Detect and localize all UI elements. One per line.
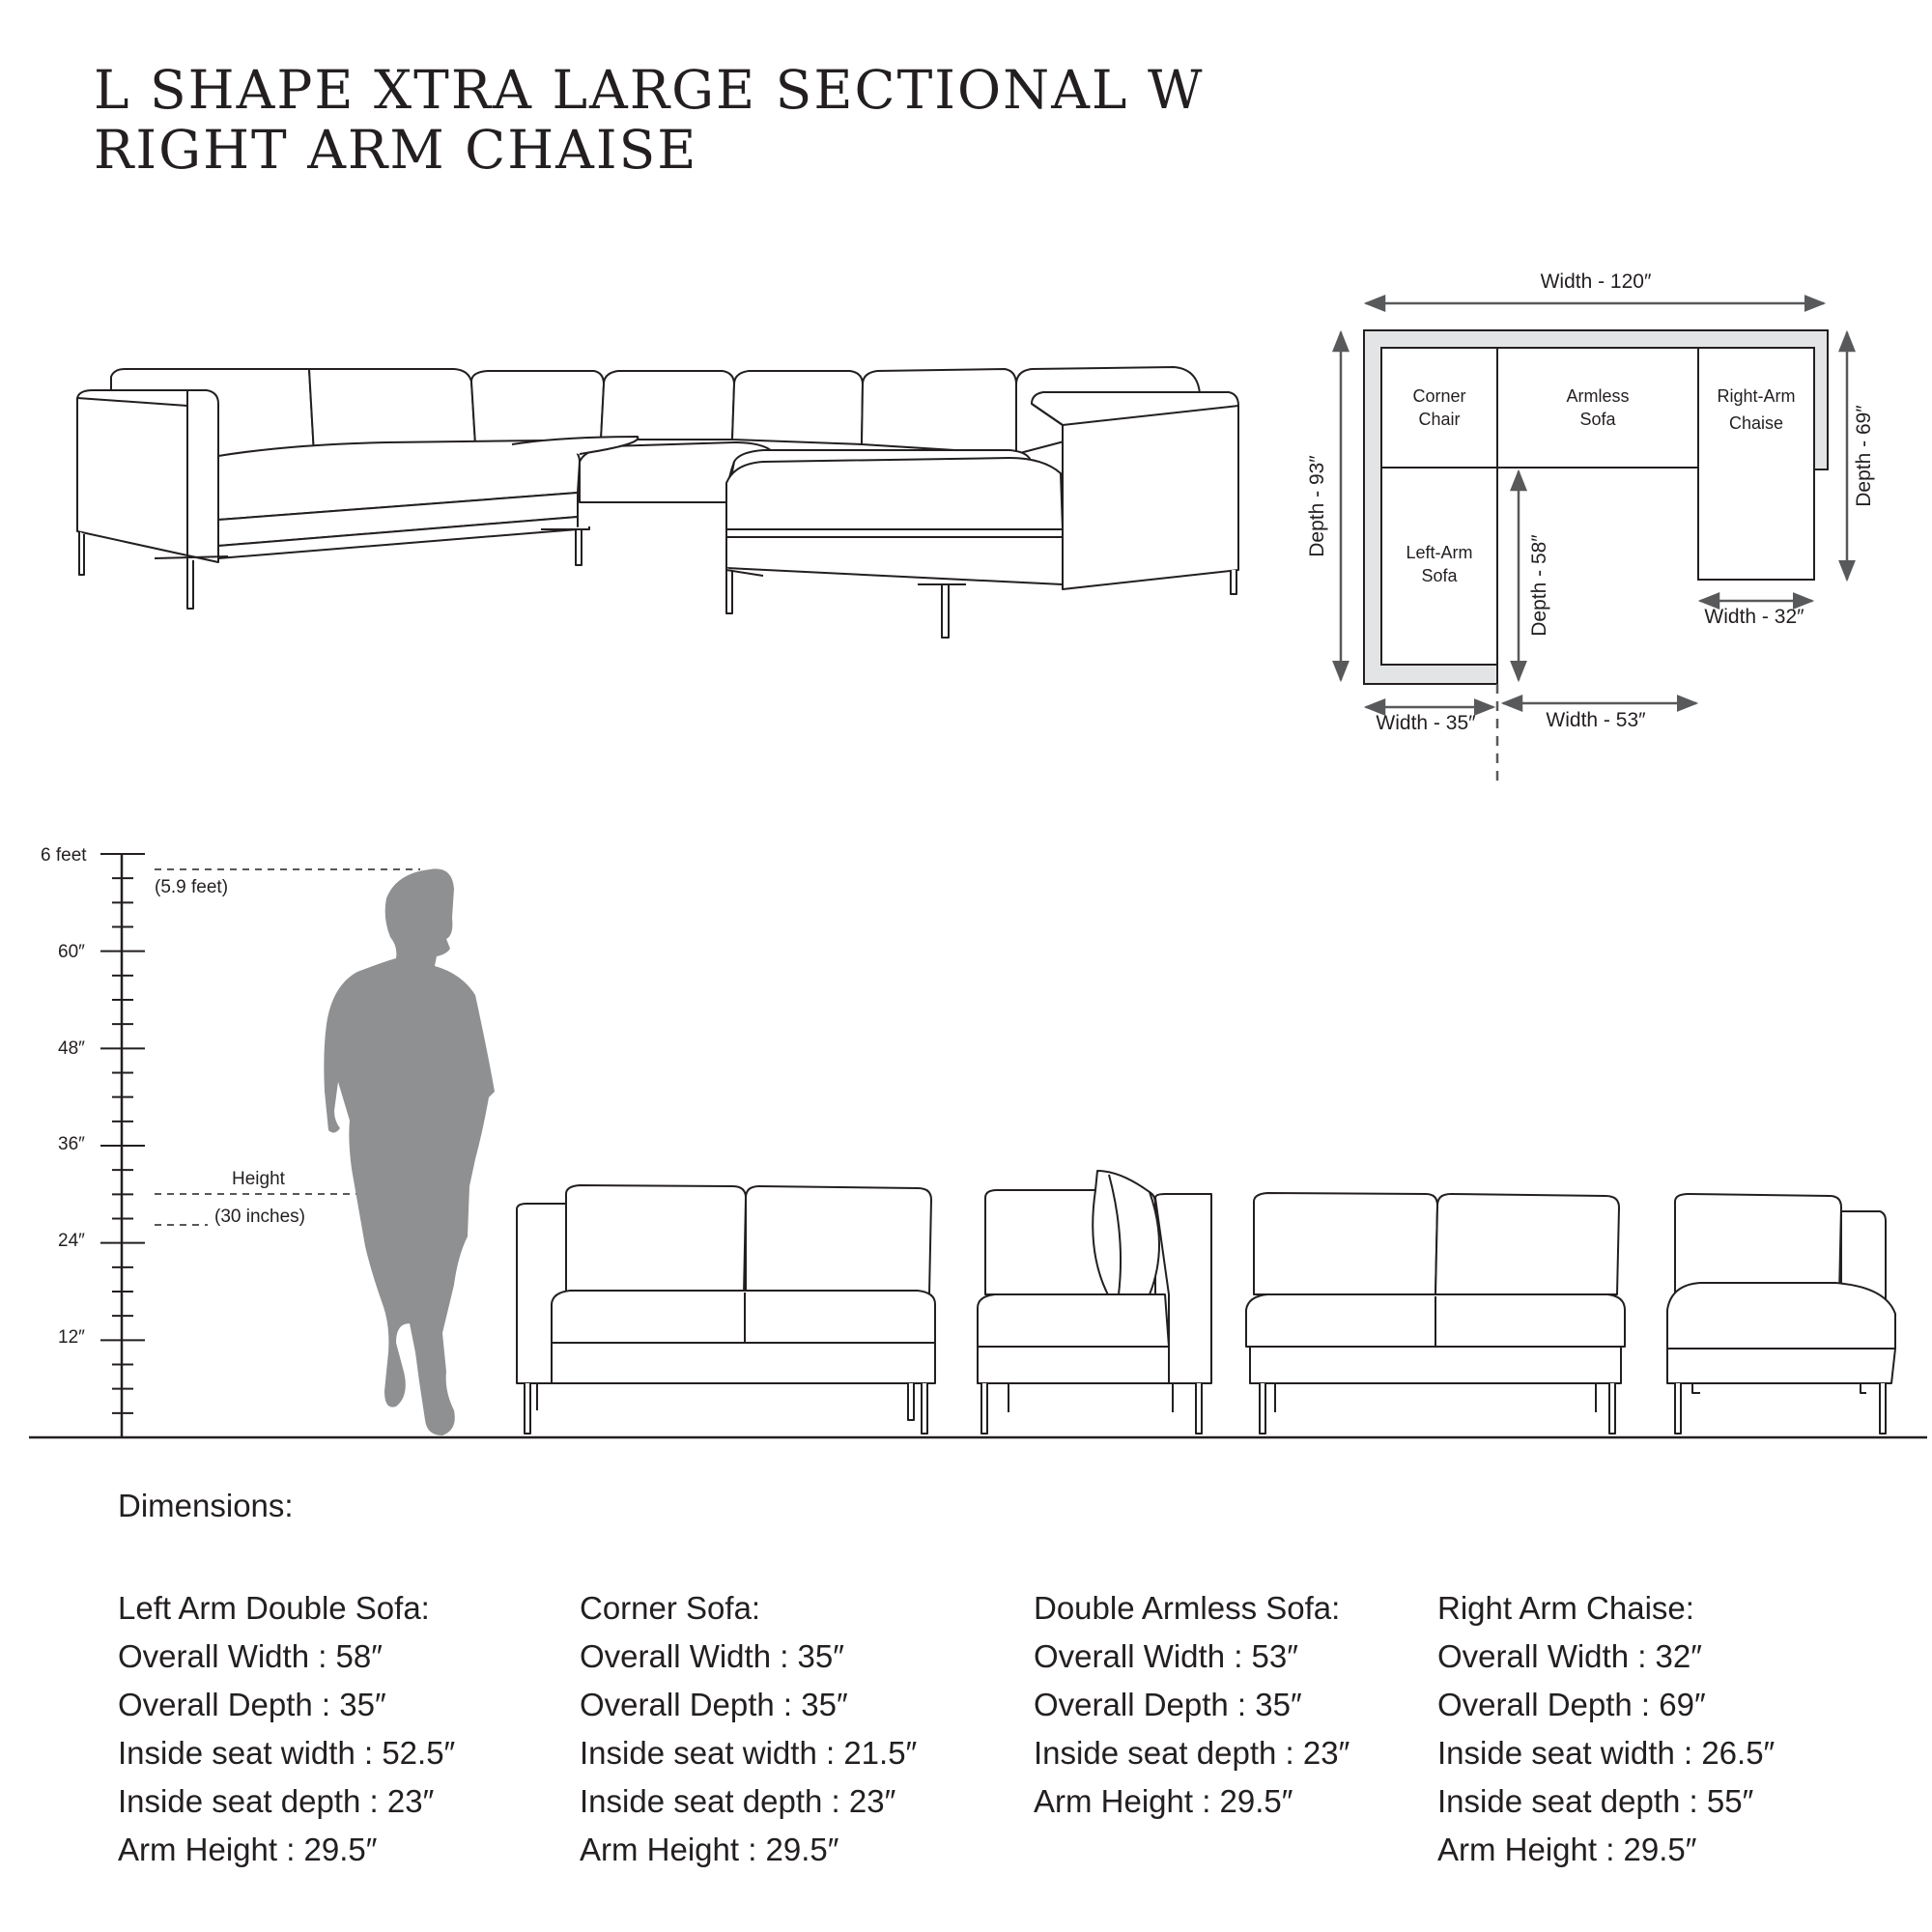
spec-line: Arm Height : 29.5″	[118, 1832, 378, 1867]
plan-armless-label-2: Sofa	[1579, 410, 1616, 429]
plan-width-mid: Width - 53″	[1546, 709, 1646, 731]
spec-line: Arm Height : 29.5″	[580, 1832, 839, 1867]
spec-corner-sofa	[580, 1584, 917, 1874]
scale-label-60: 60″	[58, 942, 85, 962]
spec-line: Inside seat width : 52.5″	[118, 1735, 456, 1771]
spec-line: Overall Width : 53″	[1034, 1638, 1298, 1674]
plan-armless-sofa	[1497, 348, 1698, 468]
spec-line: Overall Depth : 69″	[1437, 1687, 1706, 1722]
front-left-arm-double-sofa	[517, 1185, 935, 1434]
spec-double-armless-sofa	[1034, 1584, 1350, 1826]
spec-title: Left Arm Double Sofa:	[118, 1590, 430, 1626]
plan-corner-label-1: Corner	[1412, 386, 1466, 406]
plan-armless-label-1: Armless	[1566, 386, 1630, 406]
title-line-1: L SHAPE XTRA LARGE SECTIONAL W	[94, 59, 1205, 121]
scale-height-value: (30 inches)	[214, 1207, 305, 1227]
plan-corner-chair	[1381, 348, 1497, 468]
spec-line: Inside seat width : 21.5″	[580, 1735, 918, 1771]
spec-title: Double Armless Sofa:	[1034, 1590, 1341, 1626]
spec-line: Overall Depth : 35″	[118, 1687, 386, 1722]
plan-view	[1306, 270, 1875, 788]
scale-label-24: 24″	[58, 1231, 85, 1251]
spec-line: Overall Width : 35″	[580, 1638, 844, 1674]
spec-line: Inside seat width : 26.5″	[1437, 1735, 1776, 1771]
spec-line: Arm Height : 29.5″	[1034, 1783, 1293, 1819]
spec-line: Inside seat depth : 55″	[1437, 1783, 1754, 1819]
spec-right-arm-chaise	[1437, 1584, 1775, 1874]
spec-line: Overall Width : 58″	[118, 1638, 383, 1674]
spec-line: Overall Width : 32″	[1437, 1638, 1702, 1674]
plan-chaise-label-2: Chaise	[1728, 413, 1784, 433]
plan-depth-mid: Depth - 58″	[1528, 534, 1550, 637]
plan-chaise-label-1: Right-Arm	[1717, 386, 1796, 406]
scale-label-6ft: 6 feet	[41, 845, 87, 866]
title-line-2: RIGHT ARM CHAISE	[94, 119, 698, 181]
front-corner-sofa	[978, 1171, 1211, 1434]
spec-title: Corner Sofa:	[580, 1590, 761, 1626]
dimensions-heading: Dimensions:	[118, 1488, 294, 1523]
plan-depth-left: Depth - 93″	[1306, 455, 1328, 557]
scale-height-label: Height	[232, 1169, 285, 1189]
spec-line: Inside seat depth : 23″	[1034, 1735, 1350, 1771]
plan-width-total: Width - 120″	[1540, 270, 1652, 293]
sectional-illustration	[77, 367, 1238, 638]
person-silhouette-icon	[324, 868, 495, 1435]
spec-left-arm-double-sofa	[118, 1584, 455, 1874]
plan-leftarm-label-2: Sofa	[1421, 566, 1458, 585]
scale-label-12: 12″	[58, 1327, 85, 1348]
spec-line: Overall Depth : 35″	[1034, 1687, 1302, 1722]
scale-label-36: 36″	[58, 1134, 85, 1154]
spec-title: Right Arm Chaise:	[1437, 1590, 1694, 1626]
spec-line: Overall Depth : 35″	[580, 1687, 848, 1722]
plan-leftarm-label-1: Left-Arm	[1406, 543, 1473, 562]
spec-line: Arm Height : 29.5″	[1437, 1832, 1697, 1867]
plan-width-left: Width - 35″	[1376, 712, 1476, 734]
spec-line: Inside seat depth : 23″	[118, 1783, 435, 1819]
spec-line: Inside seat depth : 23″	[580, 1783, 896, 1819]
front-right-arm-chaise	[1667, 1194, 1895, 1434]
scale-label-48: 48″	[58, 1038, 85, 1059]
scale-label-59ft: (5.9 feet)	[155, 877, 229, 897]
plan-depth-right: Depth - 69″	[1853, 405, 1875, 507]
plan-corner-label-2: Chair	[1418, 410, 1461, 429]
plan-width-chaise: Width - 32″	[1704, 606, 1804, 628]
front-double-armless-sofa	[1246, 1193, 1625, 1434]
plan-right-arm-chaise	[1698, 348, 1814, 580]
